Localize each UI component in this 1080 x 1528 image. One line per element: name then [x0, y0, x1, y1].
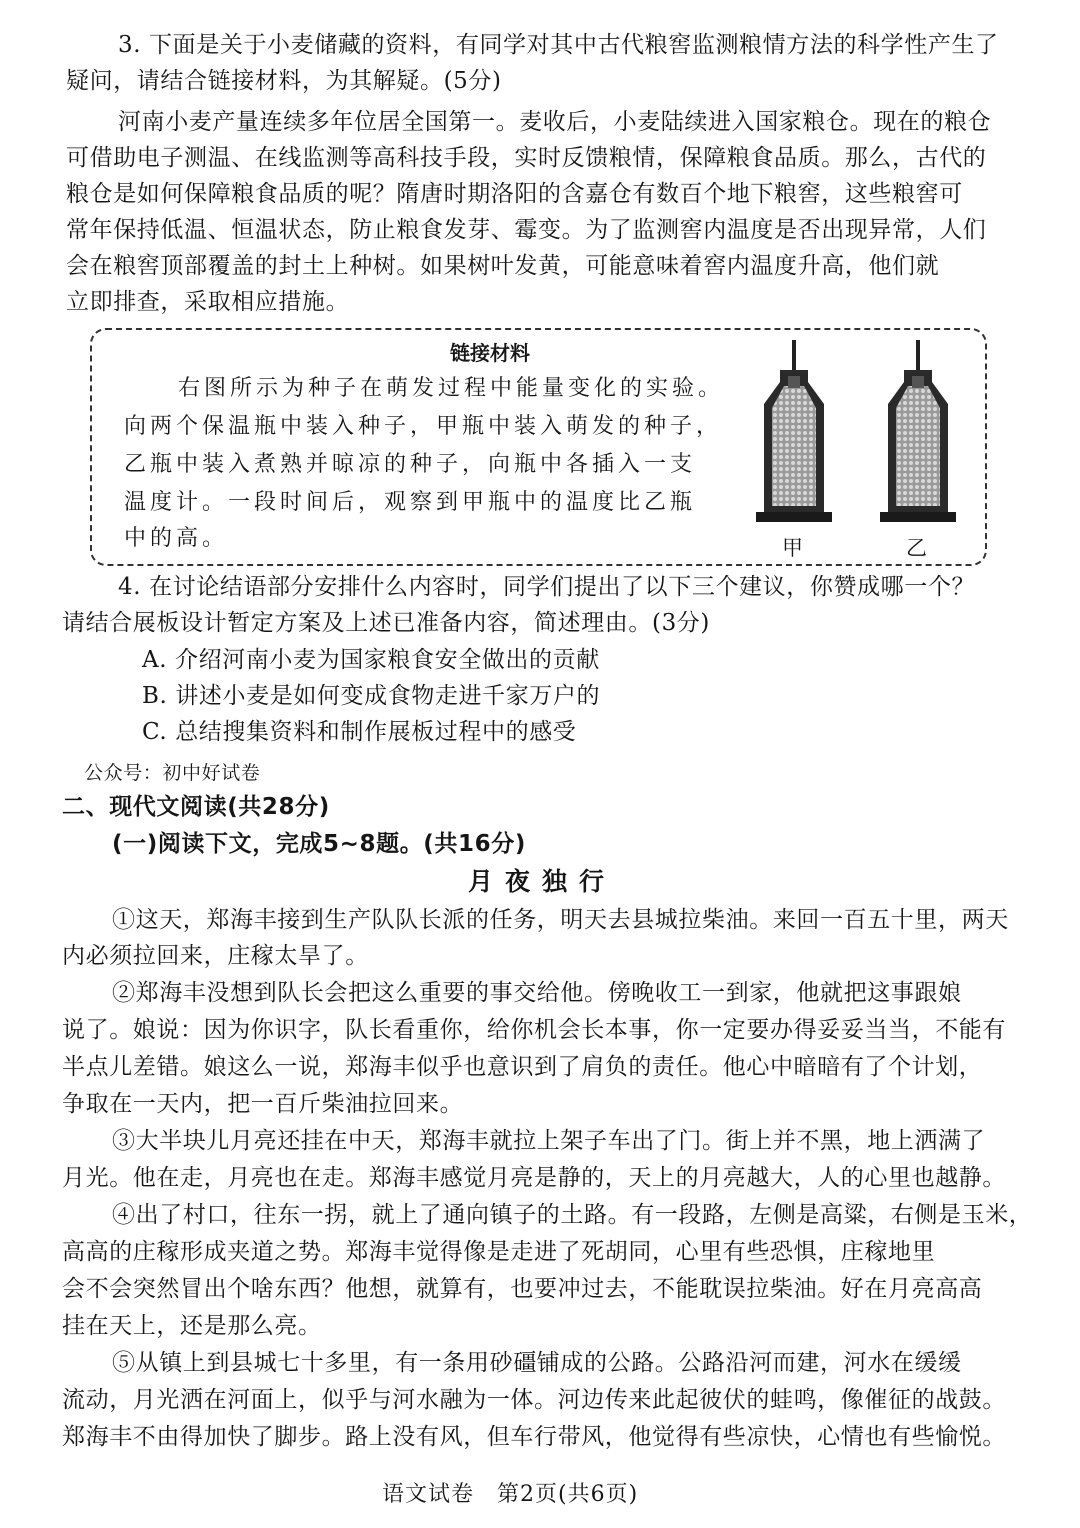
article-line: 说了。娘说：因为你识字，队长看重你，给你机会长本事，你一定要办得妥妥当当，不能有 [62, 1017, 1006, 1043]
passage-line: 粮仓是如何保障粮食品质的呢？隋唐时期洛阳的含嘉仓有数百个地下粮窖，这些粮窖可 [66, 181, 963, 207]
article-line: ③大半块儿月亮还挂在中天，郑海丰就拉上架子车出了门。街上并不黑，地上洒满了 [112, 1128, 986, 1154]
article-line: 会不会突然冒出个啥东西？他想，就算有，也要冲过去，不能耽误拉柴油。好在月亮高高 [62, 1276, 983, 1302]
passage-line: 立即排查，采取相应措施。 [66, 289, 350, 315]
article-line: 流动，月光洒在河面上，似乎与河水融为一体。河边传来此起彼伏的蛙鸣，像催征的战鼓。 [62, 1387, 1006, 1413]
link-material-title: 链接材料 [450, 341, 530, 365]
watermark-text: 公众号：初中好试卷 [84, 762, 261, 784]
link-material-line: 中的高。 [124, 526, 229, 551]
article-title: 月夜独行 [468, 867, 617, 896]
q4-line-2: 请结合展板设计暂定方案及上述已准备内容，简述理由。(3分) [62, 610, 710, 636]
article-line: 高高的庄稼形成夹道之势。郑海丰觉得像是走进了死胡同，心里有些恐惧，庄稼地里 [62, 1239, 936, 1265]
q4-line-1: 4. 在讨论结语部分安排什么内容时，同学们提出了以下三个建议，你赞成哪一个？ [118, 574, 976, 600]
thermos-flask-b-illustration [878, 340, 958, 524]
q3-line-1: 3. 下面是关于小麦储藏的资料，有同学对其中古代粮窖监测粮情方法的科学性产生了 [118, 32, 999, 58]
article-line: 半点儿差错。娘这么一说，郑海丰似乎也意识到了肩负的责任。他心中暗暗有了个计划， [62, 1054, 983, 1080]
passage-line: 常年保持低温、恒温状态，防止粮食发芽、霉变。为了监测窖内温度是否出现异常，人们 [66, 217, 987, 243]
article-line: ①这天，郑海丰接到生产队队长派的任务，明天去县城拉柴油。来回一百五十里，两天 [112, 907, 1009, 933]
article-line: 内必须拉回来，庄稼太旱了。 [62, 943, 369, 969]
flask-a-label: 甲 [782, 536, 803, 560]
article-line: 争取在一天内，把一百斤柴油拉回来。 [62, 1091, 464, 1117]
page-footer: 语文试卷 第2页(共6页) [382, 1482, 639, 1507]
link-material-line: 右图所示为种子在萌发过程中能量变化的实验。 [178, 376, 725, 401]
q4-option-b: B. 讲述小麦是如何变成食物走进千家万户的 [142, 683, 601, 709]
article-line: ④出了村口，往东一拐，就上了通向镇子的土路。有一段路，左侧是高粱，右侧是玉米， [112, 1202, 1033, 1228]
article-line: 月光。他在走，月亮也在走。郑海丰感觉月亮是静的，天上的月亮越大，人的心里也越静。 [62, 1165, 1006, 1191]
flask-b-label: 乙 [906, 536, 927, 560]
article-line: 挂在天上，还是那么亮。 [62, 1313, 322, 1339]
link-material-line: 乙瓶中装入煮熟并晾凉的种子，向瓶中各插入一支 [124, 452, 697, 477]
q3-line-2: 疑问，请结合链接材料，为其解疑。(5分) [66, 68, 502, 94]
link-material-line: 温度计。一段时间后，观察到甲瓶中的温度比乙瓶 [124, 490, 697, 515]
article-line: ⑤从镇上到县城七十多里，有一条用砂礓铺成的公路。公路沿河而建，河水在缓缓 [112, 1350, 962, 1376]
passage-line: 会在粮窖顶部覆盖的封土上种树。如果树叶发黄，可能意味着窖内温度升高，他们就 [66, 253, 940, 279]
passage-line: 可借助电子测温、在线监测等高科技手段，实时反馈粮情，保障粮食品质。那么，古代的 [66, 145, 987, 171]
q4-option-c: C. 总结搜集资料和制作展板过程中的感受 [142, 719, 577, 745]
article-line: ②郑海丰没想到队长会把这么重要的事交给他。傍晚收工一到家，他就把这事跟娘 [112, 980, 962, 1006]
passage-line: 河南小麦产量连续多年位居全国第一。麦收后，小麦陆续进入国家粮仓。现在的粮仓 [118, 109, 992, 135]
q4-option-a: A. 介绍河南小麦为国家粮食安全做出的贡献 [142, 647, 600, 673]
thermos-flask-a-illustration [754, 340, 834, 524]
link-material-line: 向两个保温瓶中装入种子，甲瓶中装入萌发的种子， [124, 414, 723, 439]
section-heading: 二、现代文阅读(共28分) [62, 794, 330, 820]
section-subheading: (一)阅读下文，完成5~8题。(共16分) [112, 831, 526, 857]
article-line: 郑海丰不由得加快了脚步。路上没有风，但车行带风，他觉得有些凉快，心情也有些愉悦。 [62, 1424, 1006, 1450]
